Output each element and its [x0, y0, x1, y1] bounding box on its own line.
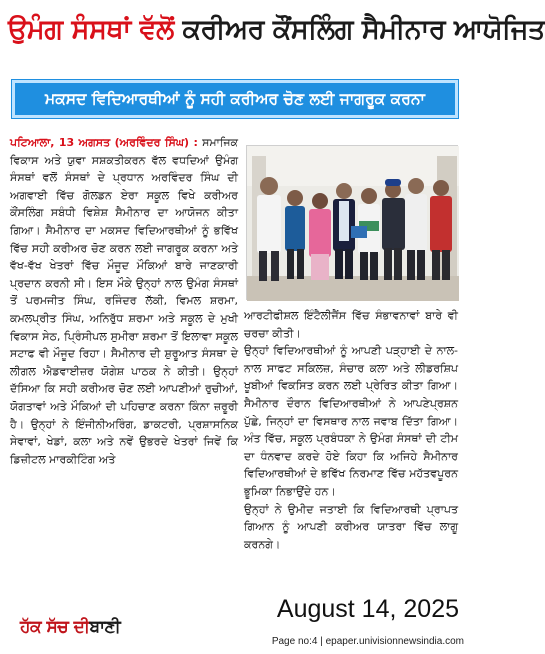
article-body-left: ਸਮਾਜਿਕ ਵਿਕਾਸ ਅਤੇ ਯੁਵਾ ਸਸ਼ਕਤੀਕਰਨ ਵੱਲ ਵਧਦਿਆਂ ਉਮੰਗ ਸੰਸਥਾਂ ਵਲੋਂ ਸੰਸਥਾਂ ਦੇ ਪ੍ਰਧਾਨ ਅਰਵਿੰਦਰ ਸਿੰਘ ਦੀ ਅਗਵਾਈ ਵਿੱਚ ਗੋਲਡਨ ਏਰਾ ਸਕੂਲ ਵਿਖੇ ਕਰੀਅਰ ਕੌਂਸਲਿੰਗ ਸਬੰਧੀ ਵਿਸ਼ੇਸ਼ ਸੈਮੀਨਾਰ ਦਾ ਆਯੋਜਨ ਕੀਤਾ ਗਿਆ। ਸੈਮੀਨਾਰ ਦਾ ਮਕਸਦ ਵਿਦਿਆਰਥੀਆਂ ਨੂੰ ਭਵਿੱਖ ਵਿੱਚ ਸਹੀ ਕਰੀਅਰ ਚੋਣ ਕਰਨ ਲਈ ਜਾਗਰੂਕ ਕਰਨਾ ਅਤੇ ਵੱਖ-ਵੱਖ ਖੇਤਰਾਂ ਵਿੱਚ ਮੌਜੂਦ ਮੌਕਿਆਂ ਬਾਰੇ ਜਾਣਕਾਰੀ ਪ੍ਰਦਾਨ ਕਰਨੀ ਸੀ। ਇਸ ਮੌਕੇ ਉਨ੍ਹਾਂ ਨਾਲ ਉਮੰਗ ਸੰਸਥਾਂ ਤੋਂ ਪਰਮਜੀਤ ਸਿੰਘ, ਰਜਿੰਦਰ ਲੱਕੀ, ਵਿਮਲ ਸ਼ਰਮਾ, ਕਮਲਪ੍ਰੀਤ ਸਿੰਘ, ਅਨਿਰੁੱਧ ਸ਼ਰਮਾ ਅਤੇ ਸਕੂਲ ਦੇ ਮੁਖੀ ਵਿਕਾਸ ਸੇਠ, ਪ੍ਰਿੰਸੀਪਲ ਸੁਮੀਰਾ ਸ਼ਰਮਾ ਤੋਂ ਇਲਾਵਾ ਸਕੂਲ ਸਟਾਫ ਵੀ ਮੌਜੂਦ ਰਿਹਾ। ਸੈਮੀਨਾਰ ਦੀ ਸ਼ੁਰੂਆਤ ਸੰਸਥਾ ਦੇ ਲੀਗਲ ਐਡਵਾਈਜ਼ਰ ਯੋਗੇਸ਼ ਪਾਠਕ ਨੇ ਕੀਤੀ। ਉਨ੍ਹਾਂ ਦੱਸਿਆ ਕਿ ਸਹੀ ਕਰੀਅਰ ਚੋਣ ਲਈ ਆਪਣੀਆਂ ਰੁਚੀਆਂ, ਯੋਗਤਾਵਾਂ ਅਤੇ ਮੌਕਿਆਂ ਦੀ ਪਹਿਚਾਣ ਕਰਨਾ ਕਿੰਨਾ ਜ਼ਰੂਰੀ ਹੈ। ਉਨ੍ਹਾਂ ਨੇ ਇੰਜੀਨੀਅਰਿੰਗ, ਡਾਕਟਰੀ, ਪ੍ਰਸ਼ਾਸਨਿਕ ਸੇਵਾਵਾਂ, ਖੇਡਾਂ, ਕਲਾ ਅਤੇ ਨਵੇਂ ਉਭਰਦੇ ਖੇਤਰਾਂ ਜਿਵੇਂ ਕਿ ਡਿਜ਼ੀਟਲ ਮਾਰਕੀਟਿੰਗ ਅਤੇ [10, 136, 239, 466]
event-photo-illustration [247, 146, 459, 301]
event-photo [246, 145, 458, 300]
article-body-right-2: ਉਨ੍ਹਾਂ ਵਿਦਿਆਰਥੀਆਂ ਨੂੰ ਆਪਣੀ ਪੜ੍ਹਾਈ ਦੇ ਨਾਲ-ਨਾਲ ਸਾਫਟ ਸਕਿਲਜ਼, ਸੰਚਾਰ ਕਲਾ ਅਤੇ ਲੀਡਰਸ਼ਿਪ ਖੂਬੀਆਂ ਵਿਕਸਿਤ ਕਰਨ ਲਈ ਪ੍ਰੇਰਿਤ ਕੀਤਾ ਗਿਆ। ਸੈਮੀਨਾਰ ਦੌਰਾਨ ਵਿਦਿਆਰਥੀਆਂ ਨੇ ਆਪਣੇਪ੍ਰਸ਼ਨ ਪੁੱਛੇ, ਜਿਨ੍ਹਾਂ ਦਾ ਵਿਸਥਾਰ ਨਾਲ ਜਵਾਬ ਦਿੱਤਾ ਗਿਆ। ਅੰਤ ਵਿੱਚ, ਸਕੂਲ ਪ੍ਰਬੰਧਕਾ ਨੇ ਉਮੰਗ ਸੰਸਥਾਂ ਦੀ ਟੀਮ ਦਾ ਧੰਨਵਾਦ ਕਰਦੇ ਹੋਏ ਕਿਹਾ ਕਿ ਅਜਿਹੇ ਸੈਮੀਨਾਰ ਵਿਦਿਆਰਥੀਆਂ ਦੇ ਭਵਿੱਖ ਨਿਰਮਾਣ ਵਿੱਚ ਮਹੱਤਵਪੂਰਨ ਭੂਮਿਕਾ ਨਿਭਾਉਂਦੇ ਹਨ। [244, 344, 458, 498]
newspaper-logo [20, 612, 160, 642]
article-body-right-1: ਆਰਟੀਫੀਸ਼ਲ ਇੰਟੈਲੀਜੈਂਸ ਵਿੱਚ ਸੰਭਾਵਨਾਵਾਂ ਬਾਰੇ ਵੀ ਚਰਚਾ ਕੀਤੀ। [244, 309, 458, 340]
article-column-right [244, 307, 458, 579]
article-body-right-3: ਉਨ੍ਹਾਂ ਨੇ ਉਮੀਦ ਜਤਾਈ ਕਿ ਵਿਦਿਆਰਥੀ ਪ੍ਰਾਪਤ ਗਿਆਨ ਨੂੰ ਆਪਣੀ ਕਰੀਅਰ ਯਾਤਰਾ ਵਿੱਚ ਲਾਗੂ ਕਰਨਗੇ। [244, 502, 458, 551]
dateline: ਪਟਿਆਲਾ, 13 ਅਗਸਤ (ਅਰਵਿੰਦਰ ਸਿੰਘ) : [10, 136, 198, 149]
headline [8, 4, 545, 56]
logo-name-part1: ਹੱਕ ਸੱਚ ਦੀ [20, 617, 90, 637]
headline-part2: ਕਰੀਅਰ ਕੌਂਸਲਿੰਗ ਸੈਮੀਨਾਰ ਆਯੋਜਿਤ [182, 14, 545, 45]
publication-date: August 14, 2025 [276, 595, 459, 623]
article-column-left [10, 134, 238, 594]
subheadline-banner: ਮਕਸਦ ਵਿਦਿਆਰਥੀਆਂ ਨੂੰ ਸਹੀ ਕਰੀਅਰ ਚੋਣ ਲਈ ਜਾਗਰੂਕ ਕਰਨਾ [12, 80, 458, 118]
logo-name [20, 617, 120, 637]
article-paragraph [10, 134, 238, 468]
logo-name-part2: ਬਾਣੀ [89, 617, 121, 637]
page-footer: Page no:4 | epaper.univisionnewsindia.com [271, 636, 464, 647]
headline-part1: ਉਮੰਗ ਸੰਸਥਾਂ ਵੱਲੋਂ [8, 14, 174, 45]
